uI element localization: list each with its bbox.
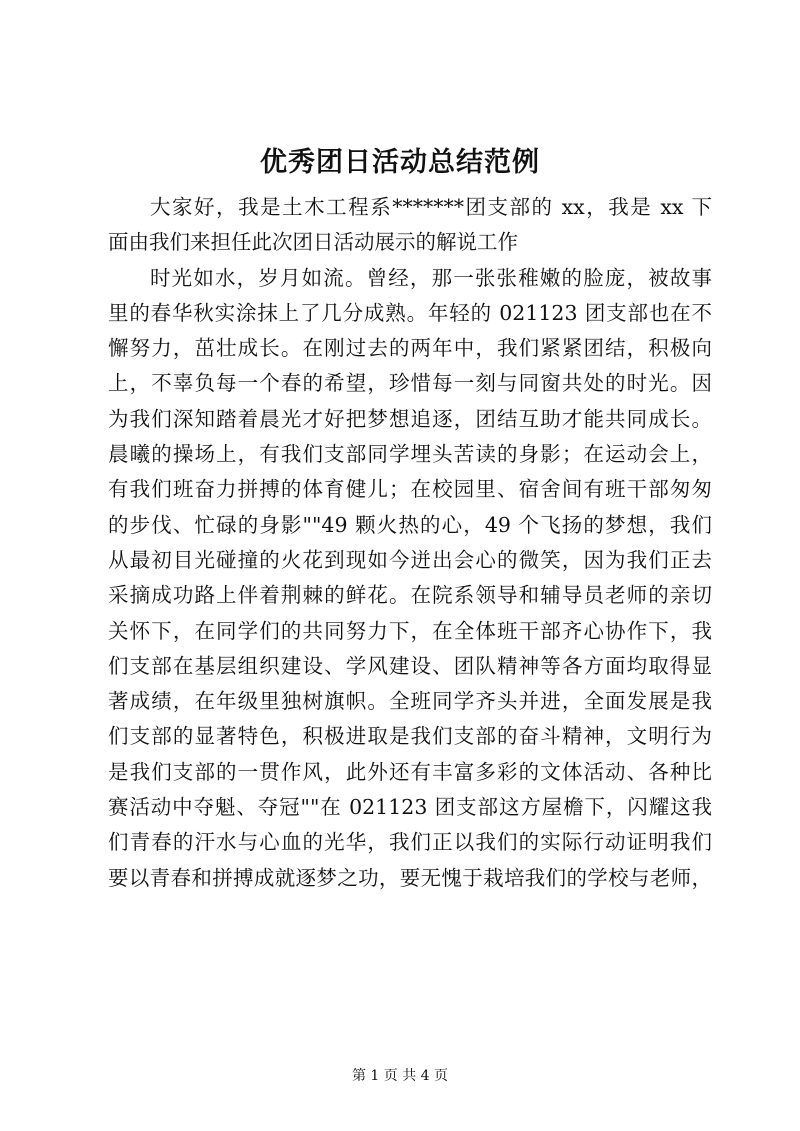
text-line: 是我们支部的一贯作风，此外还有丰富多彩的文体活动、各种比 (108, 759, 712, 784)
document-body (108, 190, 712, 896)
paragraph-main (108, 261, 712, 896)
text-line: 上，不辜负每一个春的希望，珍惜每一刻与同窗共处的时光。因 (108, 371, 712, 396)
text-line: 们支部在基层组织建设、学风建设、团队精神等各方面均取得显 (108, 653, 712, 678)
text-line: 为我们深知踏着晨光才好把梦想追逐，团结互助才能共同成长。 (108, 406, 712, 431)
text-line: 有我们班奋力拼搏的体育健儿；在校园里、宿舍间有班干部匆匆 (108, 477, 712, 502)
text-line: 采摘成功路上伴着荆棘的鲜花。在院系领导和辅导员老师的亲切 (108, 583, 712, 608)
text-line: 懈努力，茁壮成长。在刚过去的两年中，我们紧紧团结，积极向 (108, 336, 712, 361)
page-footer: 第 1 页 共 4 页 (351, 1068, 449, 1084)
text-line: 大家好，我是土木工程系*******团支部的 xx，我是 xx 下 (150, 195, 712, 219)
document-title: 优秀团日活动总结范例 (260, 147, 540, 178)
text-line: 赛活动中夺魁、夺冠""在 021123 团支部这方屋檐下，闪耀这我 (108, 795, 712, 820)
text-line: 著成绩，在年级里独树旗帜。全班同学齐头并进，全面发展是我 (108, 689, 712, 714)
text-line: 们青春的汗水与心血的光华，我们正以我们的实际行动证明我们 (108, 830, 712, 855)
text-line: 的步伐、忙碌的身影""49 颗火热的心，49 个飞扬的梦想，我们 (108, 512, 712, 537)
text-line: 从最初目光碰撞的火花到现如今迸出会心的微笑，因为我们正去 (108, 547, 712, 572)
text-line: 晨曦的操场上，有我们支部同学埋头苦读的身影；在运动会上， (108, 442, 712, 467)
text-line: 关怀下，在同学们的共同努力下，在全体班干部齐心协作下，我 (108, 618, 712, 643)
text-line: 里的春华秋实涂抹上了几分成熟。年轻的 021123 团支部也在不 (108, 300, 712, 325)
text-line: 们支部的显著特色，积极进取是我们支部的奋斗精神，文明行为 (108, 724, 712, 749)
text-line: 要以青春和拼搏成就逐梦之功，要无愧于栽培我们的学校与老师， (108, 865, 712, 890)
text-line: 时光如水，岁月如流。曾经，那一张张稚嫩的脸庞，被故事 (150, 265, 712, 290)
text-line: 面由我们来担任此次团日活动展示的解说工作 (108, 230, 518, 255)
paragraph-intro (108, 190, 712, 261)
